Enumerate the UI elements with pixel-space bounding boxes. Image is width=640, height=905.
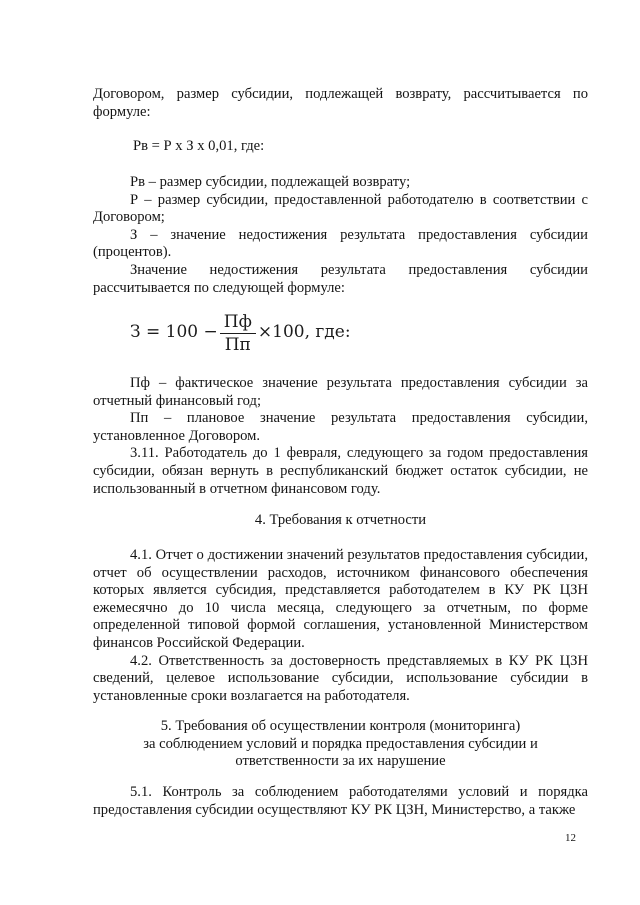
section-4-heading: 4. Требования к отчетности bbox=[254, 512, 427, 528]
intro-line-2: формуле: bbox=[93, 103, 151, 120]
section-5-heading-line-2: за соблюдением условий и порядка предоставления субсидии и bbox=[143, 735, 538, 752]
paragraph-4-1: 4.1. Отчет о достижении значений результатов предоставления субсидии, отчет об осуществлении расходов, источником финансового обеспечения которых является субсидия, представляется работодателем в КУ РК ЦЗН ежемесячно до 10 числа месяца, следующего за отчетным, по форме определенной типовой формой соглашения, установленной Министерством финансов Российской Федерации. bbox=[93, 547, 588, 651]
formula-rhs: ×100, где: bbox=[257, 322, 351, 343]
definitions-block-1 bbox=[93, 174, 588, 297]
definition-pf: Пф – фактическое значение результата предоставления субсидии за отчетный финансовый год; bbox=[93, 375, 588, 409]
definition-rv: Рв – размер субсидии, подлежащей возврату; bbox=[130, 174, 411, 190]
formula-fraction bbox=[220, 313, 256, 354]
paragraph-5-1: 5.1. Контроль за соблюдением работодателями условий и порядка предоставления субсидии осуществляют КУ РК ЦЗН, Министерство, а также bbox=[93, 784, 588, 818]
formula-numerator: Пф bbox=[220, 313, 256, 334]
page-number: 12 bbox=[565, 832, 576, 844]
intro-paragraph bbox=[93, 86, 588, 121]
section-5-heading bbox=[93, 718, 588, 771]
paragraph-4-2: 4.2. Ответственность за достоверность представляемых в КУ РК ЦЗН сведений, целевое использование субсидии, использование субсидии в установленные сроки возлагается на работодателя. bbox=[93, 652, 588, 704]
definitions-block-2 bbox=[93, 375, 588, 498]
calc-intro: Значение недостижения результата предоставления субсидии рассчитывается по следующей формуле: bbox=[93, 261, 588, 296]
definition-pp: Пп – плановое значение результата предоставления субсидии, установленное Договором. bbox=[93, 410, 588, 444]
section-5-heading-line-3: ответственности за их нарушение bbox=[235, 753, 446, 770]
section-4-body bbox=[93, 547, 588, 705]
definition-z: З – значение недостижения результата предоставления субсидии (процентов). bbox=[93, 226, 588, 261]
formula-lhs: З = 100 − bbox=[130, 322, 218, 343]
intro-line-1: Договором, размер субсидии, подлежащей возврату, рассчитывается по bbox=[93, 86, 588, 102]
shortfall-formula bbox=[130, 311, 351, 355]
section-5-body bbox=[93, 784, 588, 819]
definition-r: Р – размер субсидии, предоставленной работодателю в соответствии с Договором; bbox=[93, 191, 588, 226]
section-5-heading-line-1: 5. Требования об осуществлении контроля (мониторинга) bbox=[160, 718, 521, 734]
return-formula: Рв = Р х З х 0,01, где: bbox=[133, 138, 265, 154]
formula-denominator: Пп bbox=[224, 334, 251, 355]
paragraph-3-11: 3.11. Работодатель до 1 февраля, следующего за годом предоставления субсидии, обязан вернуть в республиканский бюджет остаток субсидии, не использованный в отчетном финансовом году. bbox=[93, 445, 588, 497]
